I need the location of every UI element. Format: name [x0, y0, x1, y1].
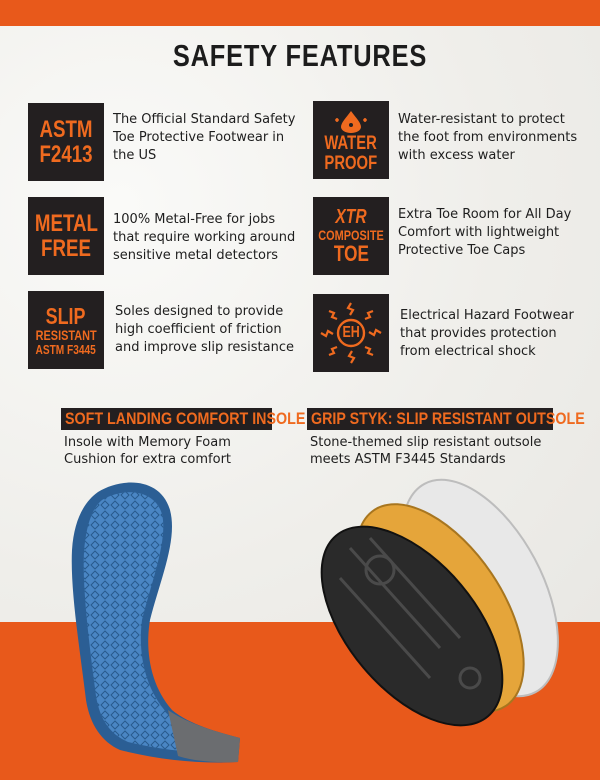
feature-description-waterproof: Water-resistant to protect the foot from environments with excess water — [398, 112, 578, 163]
astm-f2413-badge — [28, 103, 104, 181]
metal-free-badge — [28, 197, 104, 275]
badge-line: F2413 — [39, 141, 93, 168]
badge-line: ASTM — [39, 115, 93, 143]
badge-line: RESISTANT — [35, 326, 97, 343]
electrical-hazard-badge — [313, 294, 389, 372]
feature-description-astm: The Official Standard Safety Toe Protective Footwear in the US — [113, 112, 296, 163]
feature-description-eh: Electrical Hazard Footwear that provides protection from electrical shock — [400, 308, 574, 359]
feature-description-metal-free: 100% Metal-Free for jobs that require working around sensitive metal detectors — [113, 212, 296, 263]
feature-description-slip-resistant: Soles designed to provide high coefficient of friction and improve slip resistance — [115, 304, 294, 355]
badge-line: EH — [342, 323, 360, 341]
badge-line: WATER — [324, 133, 378, 155]
badge-line: METAL — [34, 209, 98, 237]
water-drop-icon — [331, 110, 371, 134]
slip-resistant-badge — [28, 291, 104, 369]
badge-line: XTR — [335, 205, 367, 228]
section-heading-text: GRIP STYK: SLIP RESISTANT OUTSOLE — [311, 409, 585, 428]
badge-line: ASTM F3445 — [35, 341, 97, 357]
badge-line: PROOF — [324, 153, 378, 174]
outsole-image — [290, 478, 570, 728]
outsole-section-heading — [307, 408, 585, 430]
badge-line: TOE — [333, 241, 369, 267]
insole-section-description: Insole with Memory Foam Cushion for extra comfort — [64, 435, 232, 467]
outsole-section-description: Stone-themed slip resistant outsole meets ASTM F3445 Standards — [310, 435, 542, 467]
insole-section-heading — [61, 408, 306, 430]
feature-description-xtr: Extra Toe Room for All Day Comfort with lightweight Protective Toe Caps — [398, 207, 572, 258]
section-heading-text: SOFT LANDING COMFORT INSOLE — [65, 409, 306, 428]
badge-line: COMPOSITE — [318, 226, 384, 243]
badge-line: SLIP — [46, 302, 86, 329]
page-title: SAFETY FEATURES — [172, 38, 428, 73]
badge-line: FREE — [41, 235, 91, 262]
waterproof-badge — [313, 101, 389, 179]
insole-image — [50, 470, 280, 770]
top-orange-bar — [0, 0, 600, 26]
xtr-composite-toe-badge — [313, 197, 389, 275]
